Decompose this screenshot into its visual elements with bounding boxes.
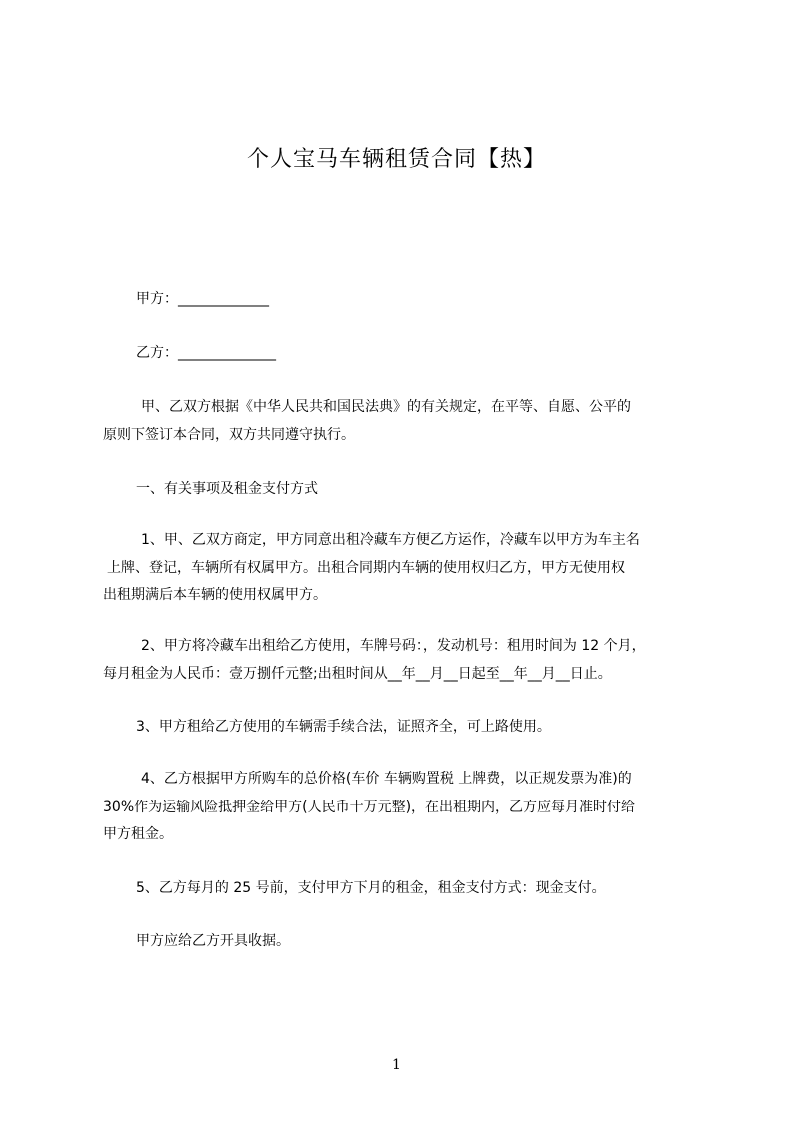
clause-2-line-2: 每月租金为人民币：壹万捌仟元整;出租时间从__年__月__日起至__年__月__日止。 bbox=[103, 666, 612, 682]
clause-1-line-3: 出租期满后本车辆的使用权属甲方。 bbox=[103, 587, 327, 603]
party-a-line: 甲方：_____________ bbox=[136, 291, 269, 307]
clause-4-line-2: 30%作为运输风险抵押金给甲方(人民币十万元整)，在出租期内，乙方应每月准时付给 bbox=[103, 800, 636, 814]
party-b-line: 乙方：______________ bbox=[136, 345, 276, 361]
clause-1-line-1: 1、甲、乙双方商定，甲方同意出租冷藏车方便乙方运作，冷藏车以甲方为车主名 bbox=[141, 532, 640, 548]
intro-line-1: 甲、乙双方根据《中华人民共和国民法典》的有关规定，在平等、自愿、公平的 bbox=[141, 399, 631, 415]
page-number: 1 bbox=[392, 1057, 401, 1073]
document-title: 个人宝马车辆租赁合同【热】 bbox=[246, 147, 546, 172]
receipt-note: 甲方应给乙方开具收据。 bbox=[136, 933, 290, 949]
clause-4-line-1: 4、乙方根据甲方所购车的总价格(车价 车辆购置税 上牌费，以正规发票为准)的 bbox=[141, 771, 632, 787]
clause-2-line-1: 2、甲方将冷藏车出租给乙方使用，车牌号码：，发动机号：租用时间为 12 个月， bbox=[141, 638, 646, 654]
clause-4-line-3: 甲方租金。 bbox=[103, 826, 173, 842]
clause-5: 5、乙方每月的 25 号前，支付甲方下月的租金，租金支付方式：现金支付。 bbox=[136, 880, 606, 896]
section-1-heading: 一、有关事项及租金支付方式 bbox=[136, 481, 318, 497]
clause-1-line-2: 上牌、登记，车辆所有权属甲方。出租合同期内车辆的使用权归乙方，甲方无使用权 bbox=[107, 560, 625, 576]
intro-line-2: 原则下签订本合同，双方共同遵守执行。 bbox=[103, 427, 355, 443]
clause-3: 3、甲方租给乙方使用的车辆需手续合法，证照齐全，可上路使用。 bbox=[136, 719, 551, 735]
